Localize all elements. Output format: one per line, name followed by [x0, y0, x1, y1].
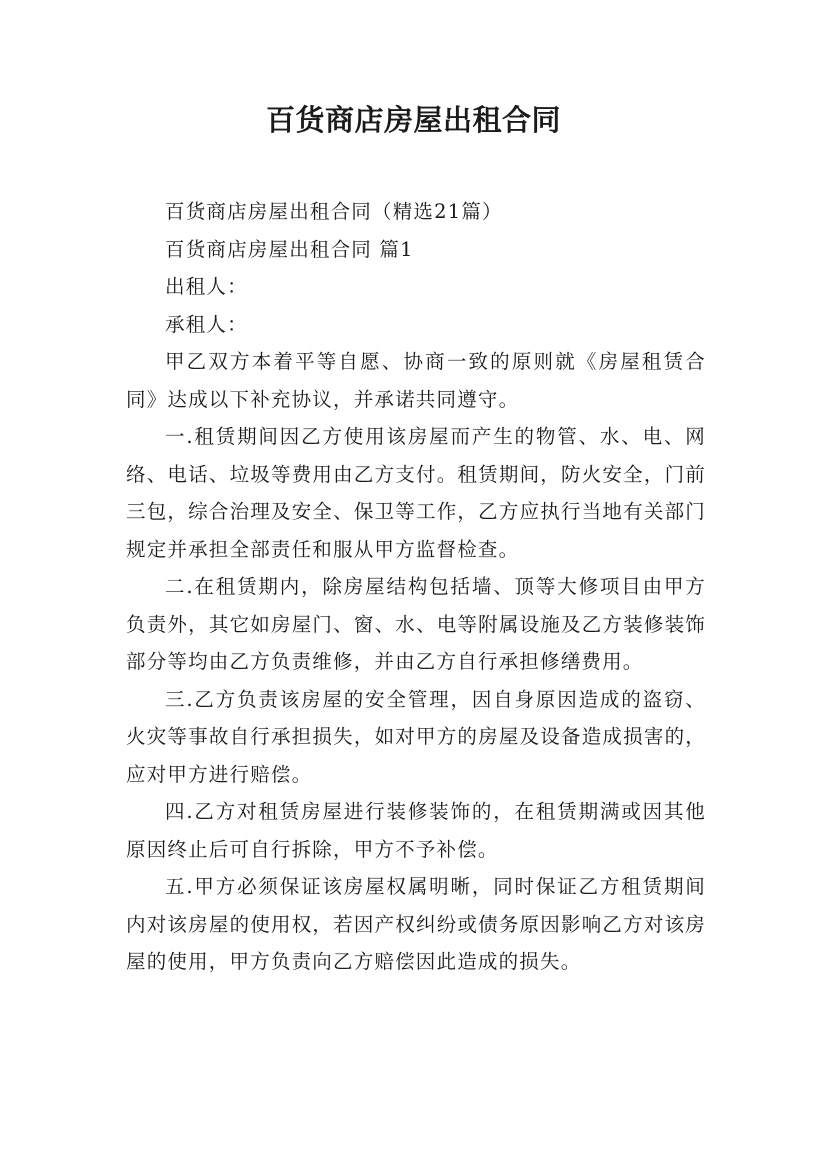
- lessor-line: 出租人：: [165, 275, 248, 298]
- clause-5-paragraph: 五.甲方必须保证该房屋权属明晰，同时保证乙方租赁期间内对该房屋的使用权，若因产权纠纷或债务原因影响乙方对该房屋的使用，甲方负责向乙方赔偿因此造成的损失。: [126, 875, 706, 973]
- subtitle-paragraph: 百货商店房屋出租合同（精选21篇）: [165, 200, 503, 223]
- section-heading-paragraph: 百货商店房屋出租合同 篇1: [165, 237, 414, 261]
- clause-3-paragraph: 三.乙方负责该房屋的安全管理，因自身原因造成的盗窃、火灾等事故自行承担损失，如对甲方的房屋及设备造成损害的，应对甲方进行赔偿。: [126, 687, 706, 786]
- intro-paragraph: 甲乙双方本着平等自愿、协商一致的原则就《房屋租赁合同》达成以下补充协议，并承诺共同遵守。: [126, 350, 706, 411]
- document-body: [126, 193, 706, 981]
- document-title: 百货商店房屋出租合同: [265, 103, 561, 137]
- clause-1-paragraph: 一.租赁期间因乙方使用该房屋而产生的物管、水、电、网络、电话、垃圾等费用由乙方支付。租赁期间，防火安全，门前三包，综合治理及安全、保卫等工作，乙方应执行当地有关部门规定并承担全部责任和服从甲方监督检查。: [126, 425, 706, 561]
- clause-2-paragraph: 二.在租赁期内，除房屋结构包括墙、顶等大修项目由甲方负责外，其它如房屋门、窗、水、电等附属设施及乙方装修装饰部分等均由乙方负责维修，并由乙方自行承担修缮费用。: [126, 575, 706, 673]
- clause-4-paragraph: 四.乙方对租赁房屋进行装修装饰的，在租赁期满或因其他原因终止后可自行拆除，甲方不予补偿。: [126, 800, 706, 861]
- lessee-line: 承租人：: [165, 312, 248, 336]
